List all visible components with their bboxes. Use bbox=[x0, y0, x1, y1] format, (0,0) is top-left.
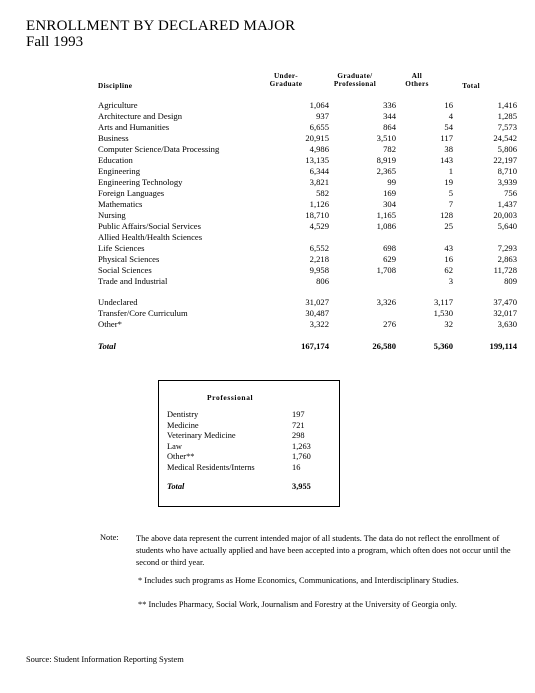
row-label: Other* bbox=[98, 319, 122, 329]
row-graduate bbox=[329, 308, 396, 319]
spacer-row bbox=[98, 330, 517, 340]
page-title: ENROLLMENT BY DECLARED MAJOR bbox=[26, 18, 296, 34]
note-text: The above data represent the current intended major of all students. The data do not reflect the enrollment of students who have actually applied and have been accepted into a program, which often does not occur until the second or third year. bbox=[136, 534, 511, 567]
table-row bbox=[98, 177, 517, 188]
row-graduate: 698 bbox=[383, 243, 396, 253]
table-row bbox=[98, 188, 517, 199]
row-total: 5,806 bbox=[497, 144, 517, 154]
table-row bbox=[98, 308, 517, 319]
row-graduate: 276 bbox=[383, 319, 396, 329]
row-graduate: 782 bbox=[383, 144, 396, 154]
column-header-total: Total bbox=[462, 82, 480, 90]
row-total: 1,285 bbox=[497, 111, 517, 121]
row-graduate: 1,165 bbox=[376, 210, 396, 220]
row-total: 20,003 bbox=[493, 210, 517, 220]
professional-total-row bbox=[167, 482, 332, 493]
professional-total-label: Total bbox=[167, 481, 185, 491]
row-undergraduate: 18,710 bbox=[305, 210, 329, 220]
row-graduate bbox=[329, 232, 396, 243]
row-undergraduate: 30,487 bbox=[305, 308, 329, 318]
table-row bbox=[98, 199, 517, 210]
row-label: Education bbox=[98, 155, 133, 165]
professional-total-value: 3,955 bbox=[292, 481, 311, 491]
row-undergraduate: 806 bbox=[316, 276, 329, 286]
row-total: 1,416 bbox=[497, 100, 517, 110]
column-header-all-line2: Others bbox=[405, 80, 429, 88]
row-undergraduate: 4,986 bbox=[309, 144, 329, 154]
row-all-others: 62 bbox=[444, 265, 453, 275]
row-total: 2,863 bbox=[497, 254, 517, 264]
professional-row bbox=[167, 410, 332, 421]
row-undergraduate: 20,915 bbox=[305, 133, 329, 143]
row-all-others bbox=[396, 232, 453, 243]
row-label: Life Sciences bbox=[98, 243, 145, 253]
row-undergraduate: 31,027 bbox=[305, 297, 329, 307]
row-graduate bbox=[329, 276, 396, 287]
row-label: Engineering Technology bbox=[98, 177, 183, 187]
table-row bbox=[98, 100, 517, 111]
row-graduate: 3,510 bbox=[376, 133, 396, 143]
professional-table bbox=[167, 410, 332, 492]
row-graduate: 629 bbox=[383, 254, 396, 264]
row-undergraduate: 1,126 bbox=[309, 199, 329, 209]
row-all-others: 3 bbox=[448, 276, 453, 286]
professional-row-value: 1,760 bbox=[292, 452, 311, 462]
professional-row-value: 721 bbox=[292, 420, 305, 430]
row-total: 7,293 bbox=[497, 243, 517, 253]
row-all-others: 54 bbox=[444, 122, 453, 132]
row-undergraduate: 6,655 bbox=[309, 122, 329, 132]
professional-row bbox=[167, 431, 332, 442]
row-all-others: 38 bbox=[444, 144, 453, 154]
row-all-others: 4 bbox=[448, 111, 453, 121]
row-total bbox=[453, 232, 517, 243]
row-total: 3,939 bbox=[497, 177, 517, 187]
professional-row-label: Medicine bbox=[167, 420, 199, 430]
row-label: Allied Health/Health Sciences bbox=[98, 232, 203, 242]
row-graduate: 1,708 bbox=[376, 265, 396, 275]
row-total: 22,197 bbox=[493, 155, 517, 165]
row-label: Social Sciences bbox=[98, 265, 152, 275]
row-all-others: 16 bbox=[444, 254, 453, 264]
row-label: Business bbox=[98, 133, 129, 143]
total-row bbox=[98, 340, 517, 352]
column-header-undergraduate bbox=[260, 72, 312, 88]
row-all-others: 128 bbox=[440, 210, 453, 220]
row-undergraduate: 6,344 bbox=[309, 166, 329, 176]
table-row bbox=[98, 254, 517, 265]
row-label: Public Affairs/Social Services bbox=[98, 221, 201, 231]
row-all-others: 16 bbox=[444, 100, 453, 110]
row-all-others: 5 bbox=[448, 188, 453, 198]
professional-row bbox=[167, 421, 332, 432]
row-total: 37,470 bbox=[493, 297, 517, 307]
row-graduate: 344 bbox=[383, 111, 396, 121]
row-total: 32,017 bbox=[493, 308, 517, 318]
row-graduate: 1,086 bbox=[376, 221, 396, 231]
professional-row-label: Other** bbox=[167, 452, 195, 462]
professional-box bbox=[158, 380, 340, 507]
row-undergraduate: 582 bbox=[316, 188, 329, 198]
row-label: Nursing bbox=[98, 210, 126, 220]
row-all-others: 1,530 bbox=[433, 308, 453, 318]
professional-header: Professional bbox=[207, 393, 254, 402]
row-all-others: 7 bbox=[448, 199, 453, 209]
professional-row bbox=[167, 452, 332, 463]
row-undergraduate: 6,552 bbox=[309, 243, 329, 253]
footnote-single-asterisk: * Includes such programs as Home Economics, Communications, and Interdisciplinary Studies. bbox=[138, 576, 459, 585]
column-header-undergraduate-line2: Graduate bbox=[269, 80, 303, 88]
row-label: Computer Science/Data Processing bbox=[98, 144, 220, 154]
row-graduate: 8,919 bbox=[376, 155, 396, 165]
row-total: 8,710 bbox=[497, 166, 517, 176]
row-total: 809 bbox=[504, 276, 517, 286]
row-total: 5,640 bbox=[497, 221, 517, 231]
professional-row bbox=[167, 463, 332, 474]
table-row bbox=[98, 111, 517, 122]
page-subtitle: Fall 1993 bbox=[26, 34, 84, 50]
row-graduate: 2,365 bbox=[376, 166, 396, 176]
row-total: 24,542 bbox=[493, 133, 517, 143]
row-all-others: 117 bbox=[440, 133, 453, 143]
professional-row-label: Law bbox=[167, 441, 182, 451]
column-header-graduate-line1: Graduate/ bbox=[337, 72, 373, 80]
row-label: Agriculture bbox=[98, 100, 138, 110]
row-all-others: 32 bbox=[444, 319, 453, 329]
footnote-double-asterisk: ** Includes Pharmacy, Social Work, Journalism and Forestry at the University of Georgia only. bbox=[138, 600, 457, 609]
total-undergraduate: 167,174 bbox=[301, 341, 329, 351]
row-label: Foreign Languages bbox=[98, 188, 165, 198]
table-row bbox=[98, 319, 517, 330]
row-undergraduate: 9,958 bbox=[309, 265, 329, 275]
row-label: Arts and Humanities bbox=[98, 122, 170, 132]
professional-row-value: 1,263 bbox=[292, 441, 311, 451]
row-graduate: 864 bbox=[383, 122, 396, 132]
table-row bbox=[98, 210, 517, 221]
spacer-row bbox=[167, 474, 332, 482]
row-all-others: 3,117 bbox=[433, 297, 453, 307]
table-row bbox=[98, 297, 517, 308]
row-undergraduate: 13,135 bbox=[305, 155, 329, 165]
column-header-all-others bbox=[398, 72, 436, 88]
table-row bbox=[98, 122, 517, 133]
row-undergraduate: 3,821 bbox=[309, 177, 329, 187]
note-label: Note: bbox=[100, 533, 119, 542]
row-label: Trade and Industrial bbox=[98, 276, 168, 286]
row-undergraduate: 2,218 bbox=[309, 254, 329, 264]
professional-row-label: Medical Residents/Interns bbox=[167, 462, 255, 472]
row-undergraduate: 937 bbox=[316, 111, 329, 121]
total-total: 199,114 bbox=[489, 341, 517, 351]
column-header-graduate-line2: Professional bbox=[333, 80, 377, 88]
enrollment-table bbox=[98, 100, 517, 352]
table-row bbox=[98, 265, 517, 276]
table-row bbox=[98, 155, 517, 166]
total-graduate: 26,580 bbox=[372, 341, 396, 351]
professional-row-label: Dentistry bbox=[167, 410, 199, 419]
enrollment-rows-other bbox=[98, 297, 517, 330]
row-graduate: 304 bbox=[383, 199, 396, 209]
professional-row-value: 197 bbox=[292, 410, 305, 419]
table-row bbox=[98, 243, 517, 254]
table-row bbox=[98, 133, 517, 144]
row-all-others: 43 bbox=[444, 243, 453, 253]
row-graduate: 3,326 bbox=[376, 297, 396, 307]
row-label: Engineering bbox=[98, 166, 140, 176]
table-row bbox=[98, 276, 517, 287]
row-graduate: 99 bbox=[387, 177, 396, 187]
professional-rows bbox=[167, 410, 332, 474]
row-label: Physical Sciences bbox=[98, 254, 160, 264]
column-header-all-line1: All bbox=[411, 72, 423, 80]
row-undergraduate bbox=[273, 232, 329, 243]
row-undergraduate: 1,064 bbox=[309, 100, 329, 110]
row-label: Mathematics bbox=[98, 199, 143, 209]
row-label: Transfer/Core Curriculum bbox=[98, 308, 188, 318]
row-total: 1,437 bbox=[497, 199, 517, 209]
table-row bbox=[98, 166, 517, 177]
row-undergraduate: 3,322 bbox=[309, 319, 329, 329]
row-all-others: 143 bbox=[440, 155, 453, 165]
spacer-row bbox=[98, 287, 517, 297]
total-all-others: 5,360 bbox=[433, 341, 453, 351]
column-header-undergraduate-line1: Under- bbox=[273, 72, 299, 80]
row-total: 7,573 bbox=[497, 122, 517, 132]
row-graduate: 336 bbox=[383, 100, 396, 110]
professional-row bbox=[167, 442, 332, 453]
table-row bbox=[98, 144, 517, 155]
source-note: Source: Student Information Reporting System bbox=[26, 655, 184, 664]
row-total: 3,630 bbox=[497, 319, 517, 329]
table-row bbox=[98, 221, 517, 232]
total-label: Total bbox=[98, 341, 116, 351]
row-all-others: 1 bbox=[448, 166, 453, 176]
row-total: 11,728 bbox=[493, 265, 517, 275]
row-all-others: 25 bbox=[444, 221, 453, 231]
column-header-discipline: Discipline bbox=[98, 82, 133, 90]
row-all-others: 19 bbox=[444, 177, 453, 187]
table-row bbox=[98, 232, 517, 243]
row-undergraduate: 4,529 bbox=[309, 221, 329, 231]
enrollment-rows bbox=[98, 100, 517, 287]
row-label: Architecture and Design bbox=[98, 111, 182, 121]
professional-row-label: Veterinary Medicine bbox=[167, 431, 236, 441]
row-graduate: 169 bbox=[383, 188, 396, 198]
professional-row-value: 298 bbox=[292, 431, 305, 441]
professional-row-value: 16 bbox=[292, 462, 301, 472]
row-total: 756 bbox=[504, 188, 517, 198]
row-label: Undeclared bbox=[98, 297, 138, 307]
column-header-graduate-professional bbox=[322, 72, 388, 88]
